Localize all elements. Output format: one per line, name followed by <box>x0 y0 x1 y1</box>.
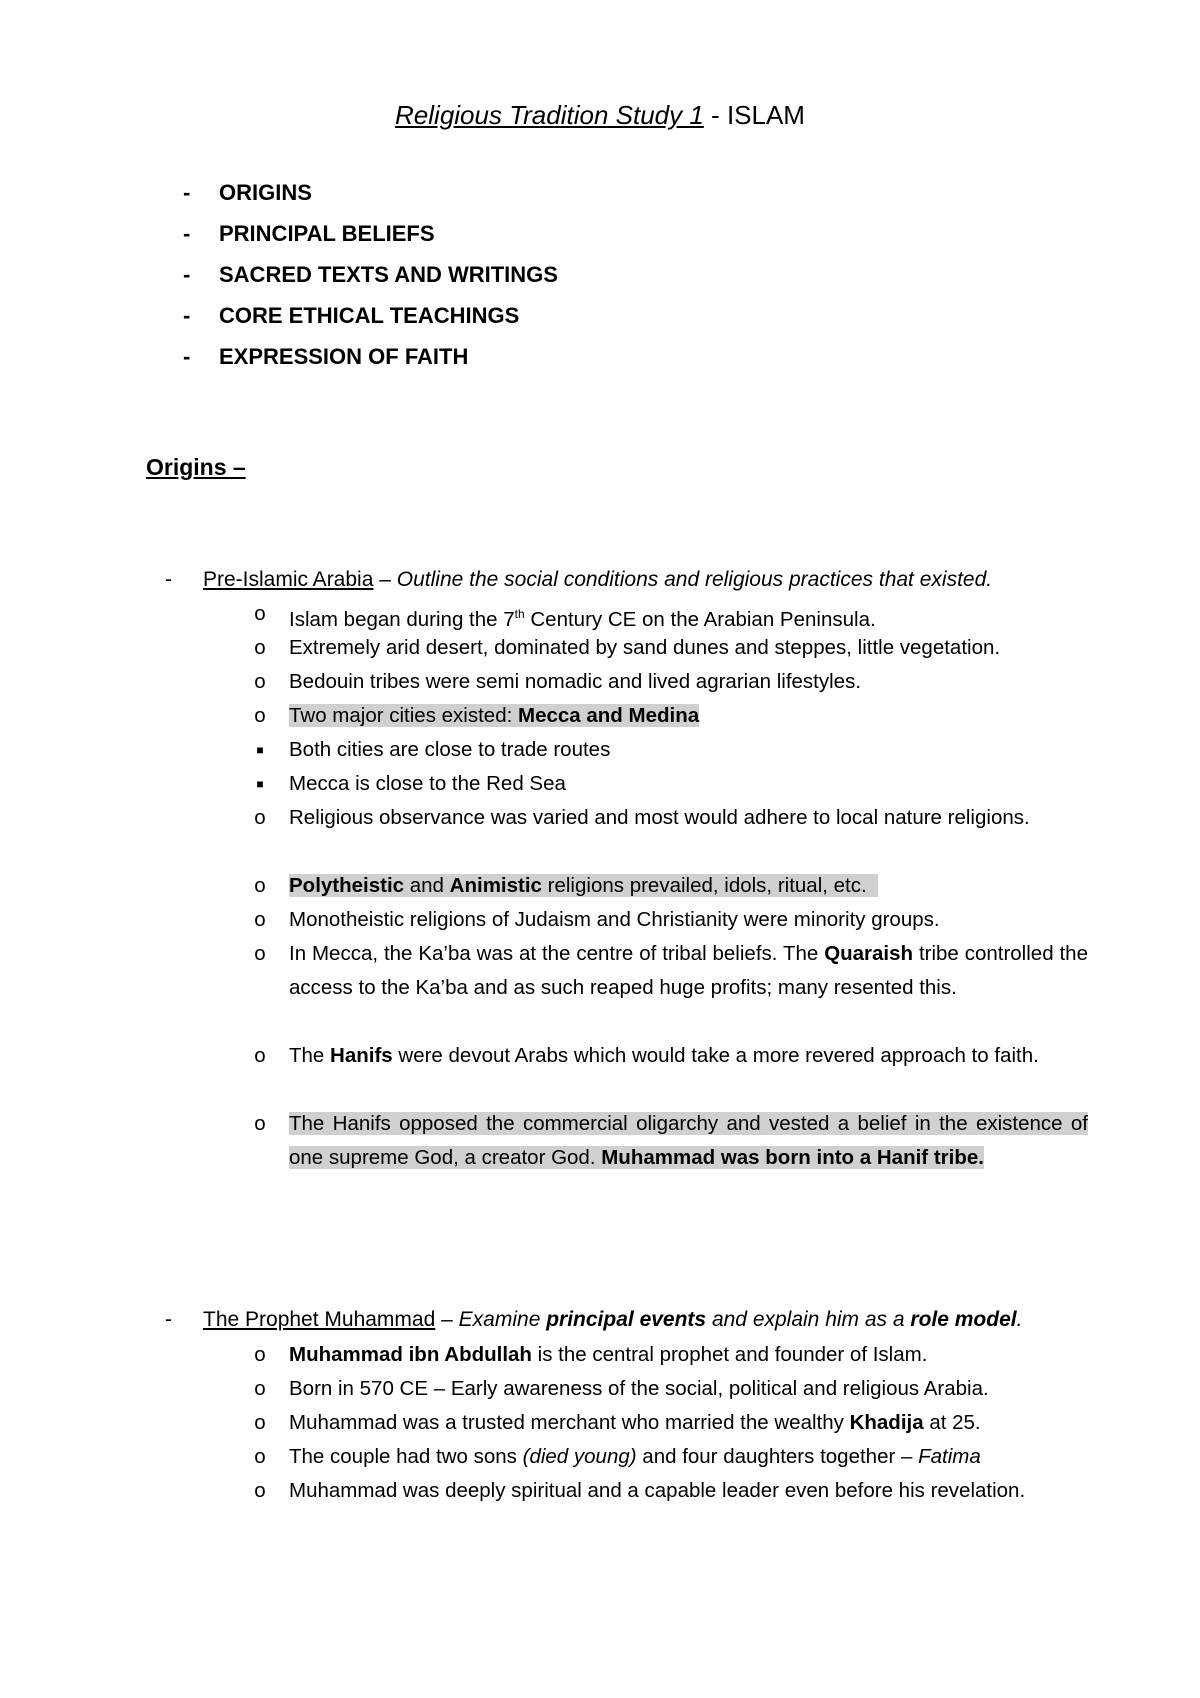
dash-marker: - <box>183 303 191 328</box>
dash-marker: - <box>165 1308 172 1331</box>
circle-bullet-icon: o <box>254 1411 266 1434</box>
circle-bullet-icon: o <box>254 806 266 829</box>
circle-bullet-icon: o <box>254 1377 266 1400</box>
circle-bullet-icon: o <box>254 602 266 625</box>
circle-bullet-icon: o <box>254 908 266 931</box>
title-main: Religious Tradition Study 1 <box>395 100 704 130</box>
circle-bullet-icon: o <box>254 1044 266 1067</box>
title-separator: - <box>703 100 727 130</box>
page-title <box>0 98 1200 132</box>
circle-bullet-icon: o <box>254 704 266 727</box>
title-rest: ISLAM <box>726 100 805 130</box>
section-heading-origins: Origins – <box>146 454 246 480</box>
dash-marker: - <box>183 221 191 246</box>
dash-marker: - <box>165 568 172 591</box>
dash-marker: - <box>183 180 191 205</box>
circle-bullet-icon: o <box>254 1445 266 1468</box>
square-bullet-icon: ■ <box>256 777 264 791</box>
square-bullet-icon: ■ <box>256 743 264 757</box>
circle-bullet-icon: o <box>254 1479 266 1502</box>
document-page: Religious Tradition Study 1 - ISLAM - ORIGINS - PRINCIPAL BELIEFS - SACRED TEXTS AND WRITINGS - CORE ETHICAL TEACHINGS - EXPRESSION OF FAITH Origins – - Pre-Islamic Arabia – Outline the social conditions and religious practices that existed. o Islam began during the 7th Century CE on the Arabian Peninsula. o Extremely arid desert, dominated by sand dunes and steppes, little vegetation. o Bedouin tribes were semi nomadic and lived agrarian lifestyles. o Two major cities existed: Mecca and Medina ■ Both cities are close to trade routes ■ Mecca is close to the Red Sea o Religious observance was varied and most would adhere to local nature religions. o Polytheistic and Animistic religions prevailed, idols, ritual, etc. o Monotheistic religions of Judaism and Christianity were minority groups. o In Mecca, the Ka’ba was at the centre of tribal beliefs. The Quaraish tribe controlled the access to the Ka’ba and as such reaped huge profits; many resented this. o The Hanifs were devout Arabs which would take a more revered approach to faith. o The Hanifs opposed the commercial oligarchy and vested a belief in the existence of one supreme God, a creator God. Muhammad was born into a Hanif tribe. - The Prophet Muhammad – Examine principal events and explain him as a role model. o Muhammad ibn Abdullah is the central prophet and founder of Islam. o Born in 570 CE – Early awareness of the social, political and religious Arabia. o Muhammad was a trusted merchant who married the wealthy Khadija at 25. o The couple had two sons (died young) and four daughters together – Fatima o Muhammad was deeply spiritual and a capable leader even before his revelation. <box>0 0 1200 1698</box>
dash-marker: - <box>183 344 191 369</box>
dash-marker: - <box>183 262 191 287</box>
circle-bullet-icon: o <box>254 1112 266 1135</box>
circle-bullet-icon: o <box>254 874 266 897</box>
circle-bullet-icon: o <box>254 670 266 693</box>
circle-bullet-icon: o <box>254 942 266 965</box>
circle-bullet-icon: o <box>254 1343 266 1366</box>
circle-bullet-icon: o <box>254 636 266 659</box>
